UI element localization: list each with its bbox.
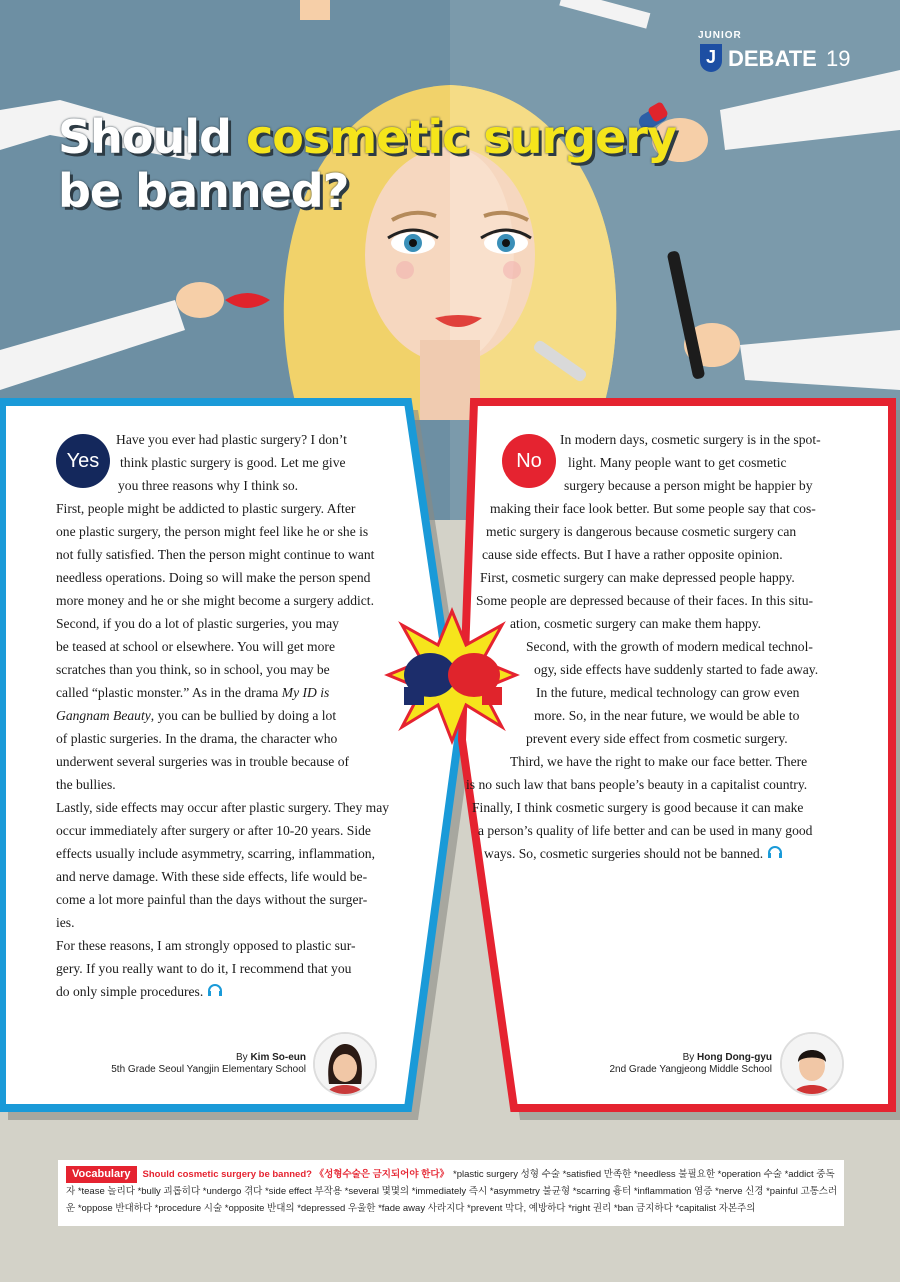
yes-line: come a lot more painful than the days without the surger- xyxy=(56,892,368,907)
headphones-icon xyxy=(207,984,223,996)
author-by: By xyxy=(682,1052,698,1063)
yes-line xyxy=(56,980,389,1003)
author-name: Hong Dong-gyu xyxy=(697,1052,772,1063)
section-header xyxy=(698,30,851,84)
author-name: Kim So-eun xyxy=(250,1052,306,1063)
vocabulary-terms: *plastic surgery 성형 수술 *satisfied 만족한 *needless 불필요한 *operation 수술 *addict 중독자 *tease 놀리다 *bully 괴롭히다 *undergo 겪다 *side effect 부작용 *several 몇몇의 *immediately 즉시 *asymmetry 불균형 *scarring 흉터 *inflammation 염증 *nerve 신경 *painful 고통스러운 *oppose 반대하다 *procedure 시술 *opposite 반대의 *depressed 우울한 *fade away 사라지다 *prevent 막다, 예방하다 *right 권리 *ban 금지하다 *capitalist 자본주의 xyxy=(66,1169,838,1214)
yes-line-part: called “plastic monster.” As in the drama xyxy=(56,685,282,700)
no-line: cause side effects. But I have a rather opposite opinion. xyxy=(482,547,783,562)
yes-article-text xyxy=(56,428,389,1003)
yes-line: Lastly, side effects may occur after plastic surgery. They may xyxy=(56,800,390,815)
no-line: a person’s quality of life better and can be used in many good xyxy=(478,823,813,838)
yes-line: gery. If you really want to do it, I recommend that you xyxy=(56,961,352,976)
avatar xyxy=(780,1032,844,1096)
yes-line: First, people might be addicted to plastic surgery. After xyxy=(56,501,356,516)
title-line2: be banned? xyxy=(58,164,349,218)
section-name: DEBATE xyxy=(728,46,817,71)
author-school: 2nd Grade Yangjeong Middle School xyxy=(609,1064,772,1075)
no-author xyxy=(566,1052,772,1076)
drama-title-part1: My ID is xyxy=(281,685,330,700)
no-line: Finally, I think cosmetic surgery is good because it can make xyxy=(472,800,804,815)
no-line: metic surgery is dangerous because cosmetic surgery can xyxy=(486,524,797,539)
vocabulary-label: Vocabulary xyxy=(66,1166,137,1183)
author-school: 5th Grade Seoul Yangjin Elementary School xyxy=(111,1064,306,1075)
yes-line xyxy=(56,704,389,727)
no-line: ogy, side effects have suddenly started to fade away. xyxy=(534,662,819,677)
student-photo-icon xyxy=(782,1034,842,1094)
yes-line: and nerve damage. With these side effects, life would be- xyxy=(56,869,368,884)
yes-line xyxy=(56,681,389,704)
yes-line: Have you ever had plastic surgery? I don’t xyxy=(116,432,347,447)
author-by: By xyxy=(235,1052,251,1063)
no-badge: No xyxy=(502,434,556,488)
no-line: prevent every side effect from cosmetic surgery. xyxy=(526,731,788,746)
yes-line: Second, if you do a lot of plastic surgeries, you may xyxy=(56,616,339,631)
yes-line: occur immediately after surgery or after 10-20 years. Side xyxy=(56,823,371,838)
yes-line: think plastic surgery is good. Let me give xyxy=(120,455,346,470)
no-line: Second, with the growth of modern medical technol- xyxy=(526,639,813,654)
yes-line: ies. xyxy=(56,915,75,930)
drama-title-part2: Gangnam Beauty xyxy=(56,708,151,723)
article-title xyxy=(58,110,676,218)
no-line-part: ways. So, cosmetic surgeries should not be banned. xyxy=(484,846,764,861)
no-line: In the future, medical technology can grow even xyxy=(536,685,800,700)
yes-line: For these reasons, I am strongly opposed to plastic sur- xyxy=(56,938,356,953)
no-line: In modern days, cosmetic surgery is in the spot- xyxy=(560,432,821,447)
no-line: Third, we have the right to make our face better. There xyxy=(510,754,808,769)
yes-line: not fully satisfied. Then the person might continue to want xyxy=(56,547,375,562)
page-number: 19 xyxy=(826,46,851,71)
headphones-icon xyxy=(767,846,783,858)
no-line: making their face look better. But some people say that cos- xyxy=(490,501,816,516)
no-line: more. So, in the near future, we would be able to xyxy=(534,708,800,723)
yes-line: effects usually include asymmetry, scarring, inflammation, xyxy=(56,846,375,861)
yes-line: the bullies. xyxy=(56,777,116,792)
yes-line: needless operations. Doing so will make the person spend xyxy=(56,570,371,585)
title-line1-part1: Should xyxy=(58,110,246,164)
student-photo-icon xyxy=(315,1034,375,1094)
yes-author xyxy=(100,1052,306,1076)
no-line: Some people are depressed because of their faces. In this situ- xyxy=(476,593,814,608)
yes-line: more money and he or she might become a surgery addict. xyxy=(56,593,374,608)
junior-logo-icon: J xyxy=(700,44,722,72)
no-line: surgery because a person might be happier by xyxy=(564,478,813,493)
yes-line-part: do only simple procedures. xyxy=(56,984,204,999)
no-line xyxy=(462,842,821,865)
no-line: First, cosmetic surgery can make depressed people happy. xyxy=(480,570,795,585)
yes-line: one plastic surgery, the person might feel like he or she is xyxy=(56,524,369,539)
avatar xyxy=(313,1032,377,1096)
vocabulary-box xyxy=(58,1160,844,1226)
yes-line-part: , you can be bullied by doing a lot xyxy=(150,708,337,723)
yes-line: underwent several surgeries was in trouble because of xyxy=(56,754,350,769)
yes-badge: Yes xyxy=(56,434,110,488)
no-line: ation, cosmetic surgery can make them happy. xyxy=(510,616,762,631)
no-line: light. Many people want to get cosmetic xyxy=(568,455,787,470)
yes-line: scratches than you think, so in school, you may be xyxy=(56,662,330,677)
title-highlight: cosmetic surgery xyxy=(245,110,676,164)
vocabulary-title: Should cosmetic surgery be banned? 《성형수술은 금지되어야 한다》 xyxy=(142,1169,449,1180)
yes-line: be teased at school or elsewhere. You will get more xyxy=(56,639,335,654)
no-article-text xyxy=(462,428,821,865)
yes-line: you three reasons why I think so. xyxy=(118,478,299,493)
junior-label: JUNIOR xyxy=(698,30,742,41)
vocabulary-text xyxy=(66,1166,840,1217)
no-line: is no such law that bans people’s beauty in a capitalist country. xyxy=(466,777,808,792)
yes-line: of plastic surgeries. In the drama, the character who xyxy=(56,731,338,746)
